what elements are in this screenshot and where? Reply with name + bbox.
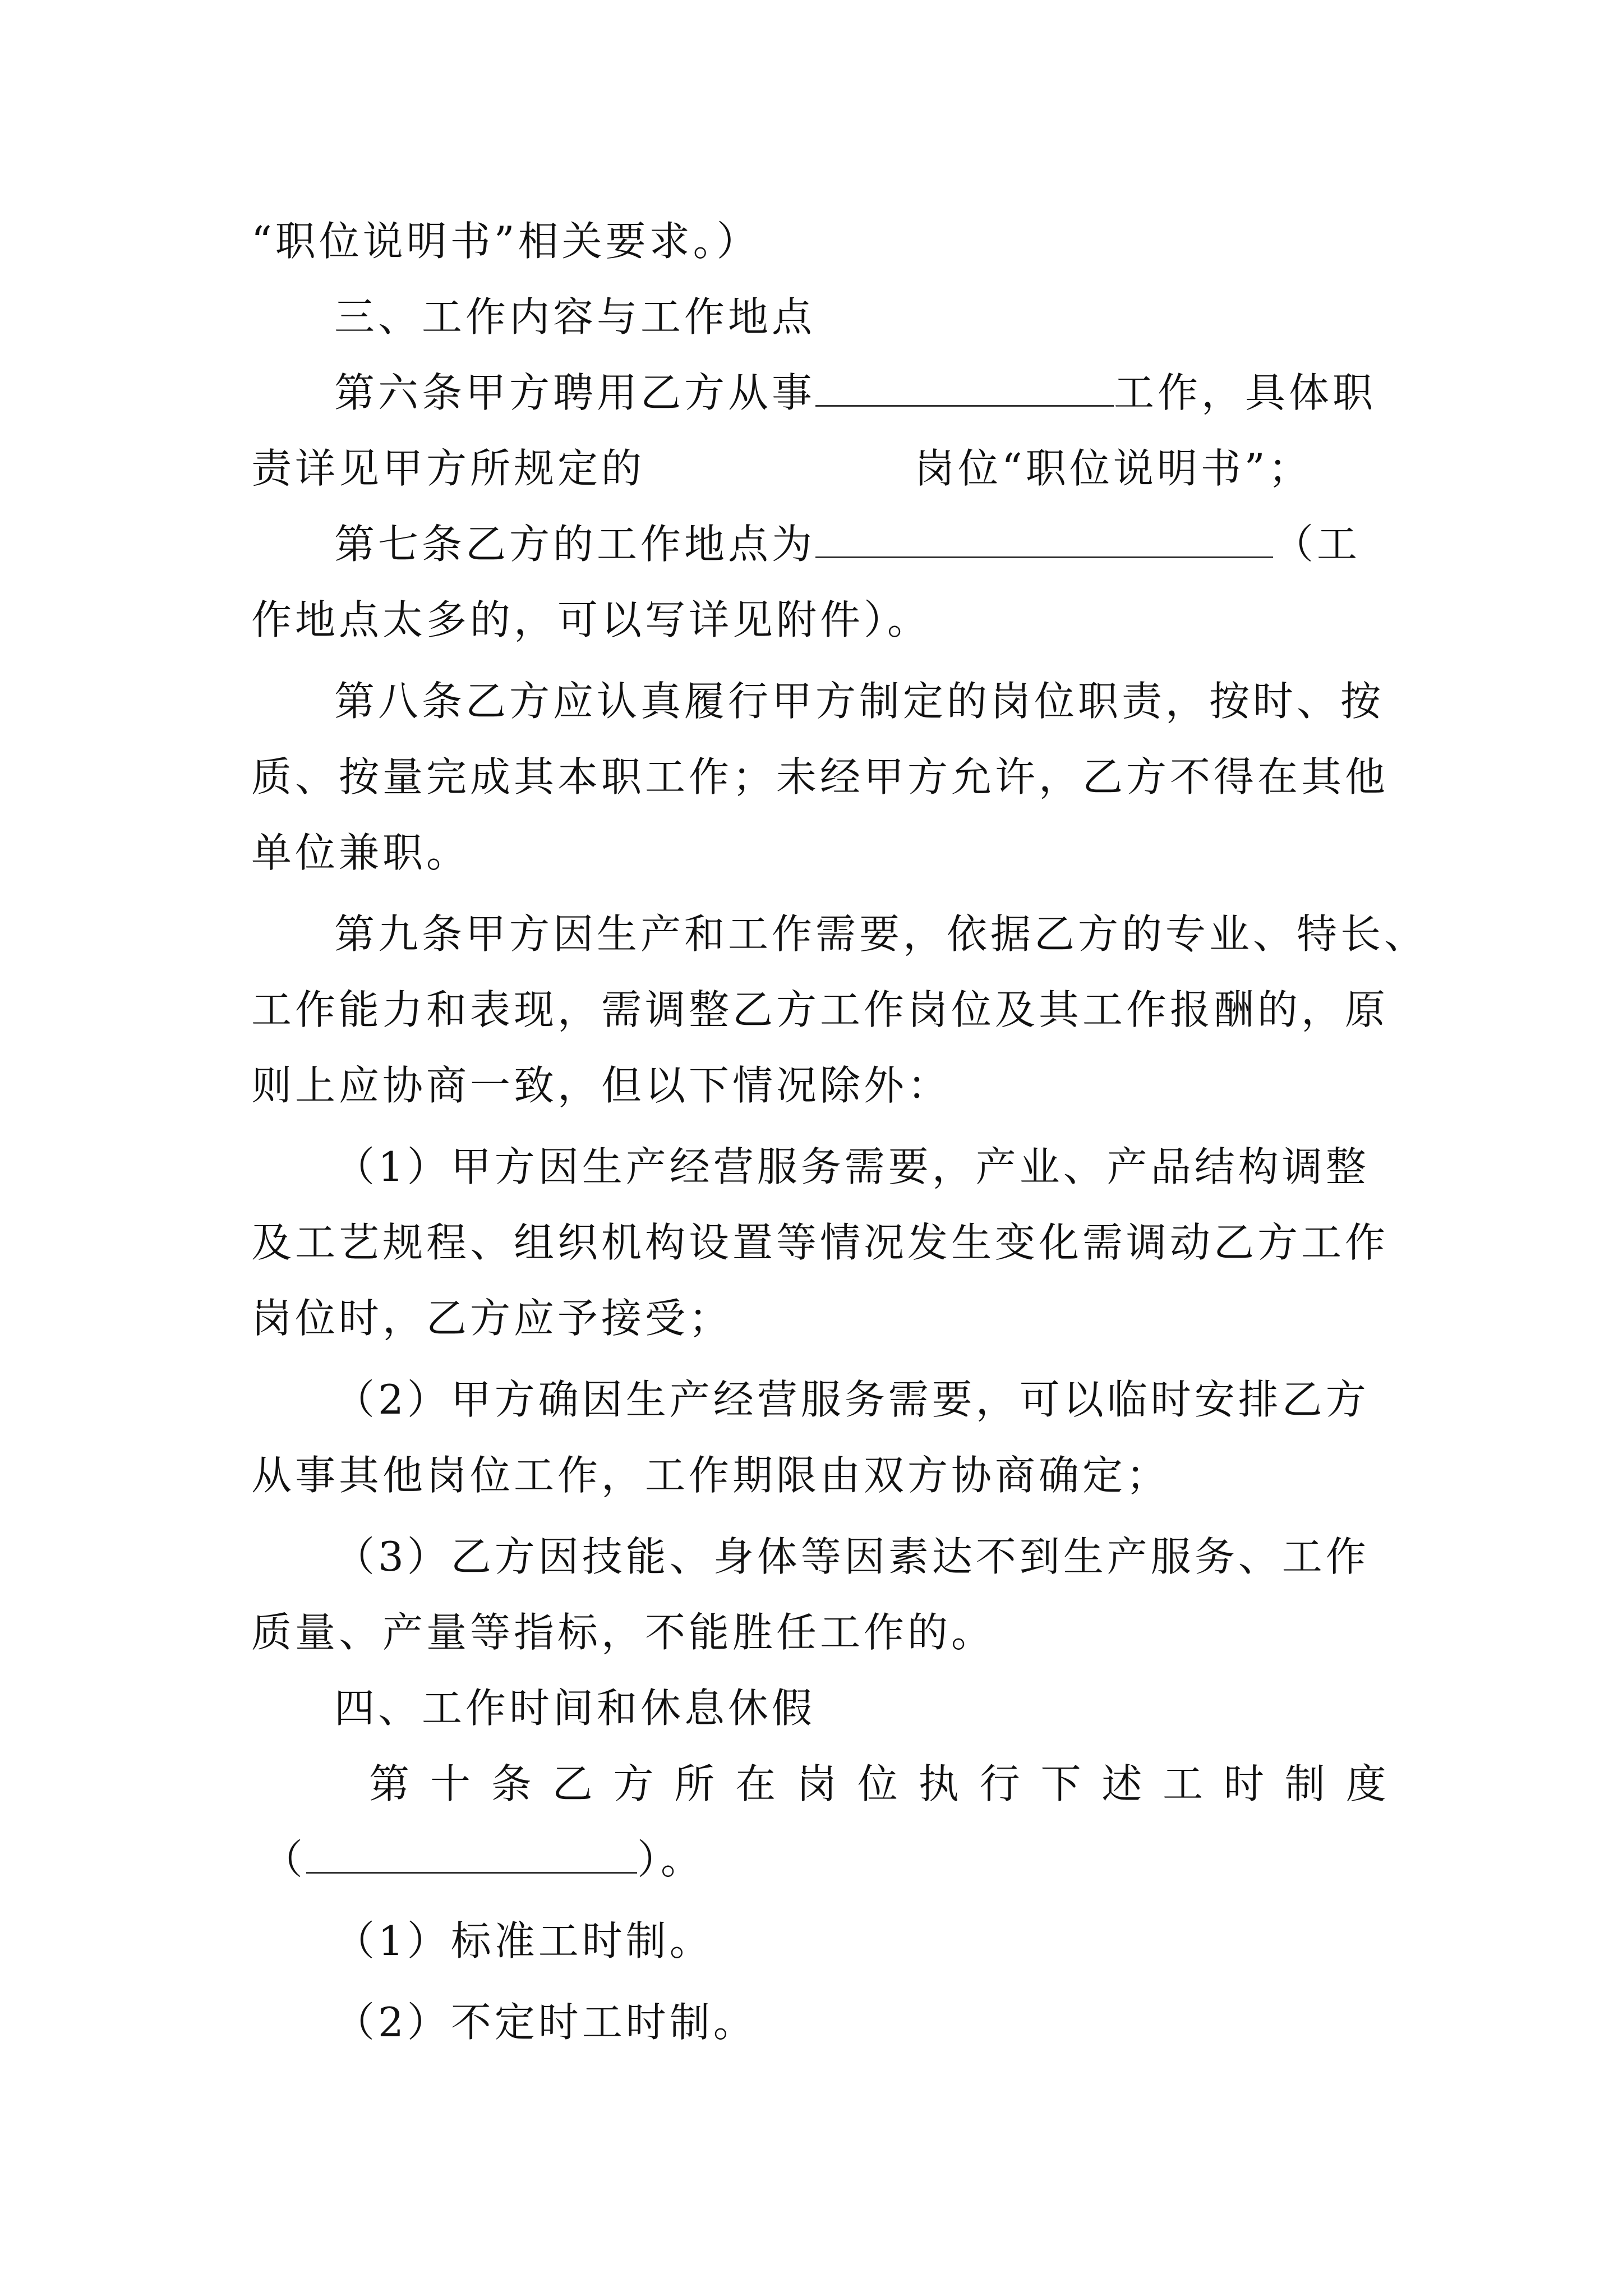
line-text: 质量、产量等指标，不能胜任工作的。	[251, 1609, 995, 1656]
line-text: 工作能力和表现，需调整乙方工作岗位及其工作报酬的，原	[251, 986, 1389, 1033]
article-10-char: 工	[1163, 1760, 1204, 1807]
article-10-char: 下	[1040, 1760, 1081, 1807]
line-text: 岗位时，乙方应予接受；	[251, 1295, 733, 1342]
article-10-char: 方	[613, 1760, 654, 1807]
article-10-char: 制	[1284, 1760, 1325, 1807]
section-heading-4	[251, 1677, 1386, 1739]
line-text: （2）不定时工时制。	[334, 1999, 757, 2046]
article-10-char: 所	[674, 1760, 715, 1807]
article-10-char: 位	[857, 1760, 898, 1807]
heading-text: 三、工作内容与工作地点	[334, 293, 816, 341]
item-2-line-2	[251, 1444, 1386, 1506]
item-3-line-2	[251, 1602, 1386, 1663]
article-10-char: 行	[979, 1760, 1020, 1807]
line-text: （1）甲方因生产经营服务需要，产业、产品结构调整	[334, 1143, 1370, 1190]
line-text: 作地点太多的，可以写详见附件）。	[251, 596, 932, 643]
item-1-line-1	[251, 1136, 1386, 1198]
line-text: （	[262, 1836, 307, 1883]
article-10-char: 时	[1224, 1760, 1265, 1807]
line-text: 及工艺规程、组织机构设置等情况发生变化需调动乙方工作	[251, 1219, 1389, 1266]
line-text: 质、按量完成其本职工作；未经甲方允许，乙方不得在其他	[251, 753, 1389, 800]
line-text: （工	[1273, 521, 1361, 568]
article-10-char: 在	[735, 1760, 776, 1807]
article-10-char: 十	[430, 1760, 471, 1807]
article-10-char: 岗	[796, 1760, 837, 1807]
article-9-line-1	[251, 903, 1428, 965]
fill-in-blank-job[interactable]	[815, 366, 1114, 407]
fill-in-blank-location[interactable]	[815, 517, 1273, 558]
line-text: 第六条甲方聘用乙方从事	[334, 369, 816, 416]
line-text: 第八条乙方应认真履行甲方制定的岗位职责，按时、按	[334, 678, 1385, 725]
line-text: 从事其他岗位工作，工作期限由双方协商确定；	[251, 1452, 1170, 1499]
line-text: 单位兼职。	[251, 829, 471, 876]
article-9-line-3	[251, 1055, 1386, 1116]
line-text: 岗位“职位说明书”；	[914, 445, 1312, 492]
line-text: ）。	[637, 1836, 705, 1883]
article-10-line-2	[251, 1829, 1386, 1890]
item-2-line-1	[251, 1369, 1386, 1430]
article-10-char: 述	[1101, 1760, 1142, 1807]
article-8-line-3	[251, 822, 1386, 884]
item-1-line-3	[251, 1287, 1386, 1349]
article-10-char: 执	[918, 1760, 959, 1807]
article-10-char: 第	[369, 1760, 410, 1807]
article-10-line-1	[251, 1753, 1386, 1815]
line-text: （2）甲方确因生产经营服务需要，可以临时安排乙方	[334, 1376, 1370, 1423]
line-text: （3）乙方因技能、身体等因素达不到生产服务、工作	[334, 1533, 1370, 1580]
option-2-line	[251, 1991, 1386, 2053]
line-text: “职位说明书”相关要求。）	[251, 218, 760, 265]
line-text: 则上应协商一致，但以下情况除外：	[251, 1062, 952, 1109]
line-text: 第七条乙方的工作地点为	[334, 521, 816, 568]
article-10-char: 度	[1345, 1760, 1386, 1807]
article-6-line-2	[251, 438, 1386, 499]
line-text: 责详见甲方所规定的	[251, 445, 645, 492]
article-10-char: 乙	[552, 1760, 593, 1807]
article-8-line-2	[251, 746, 1389, 808]
article-7-line-2	[251, 589, 1386, 651]
item-1-line-2	[251, 1212, 1389, 1273]
option-1-line	[251, 1910, 1386, 1972]
article-8-line-1	[251, 670, 1386, 732]
item-3-line-1	[251, 1526, 1386, 1588]
line-text: （1）标准工时制。	[334, 1917, 713, 1964]
line-text: 工作，具体职	[1114, 369, 1377, 416]
article-10-char: 条	[491, 1760, 532, 1807]
line-text: 第九条甲方因生产和工作需要，依据乙方的专业、特长、	[334, 910, 1428, 958]
section-heading-3	[251, 286, 1386, 348]
paragraph-line	[251, 210, 1386, 272]
fill-in-blank-working-hours[interactable]	[306, 1833, 637, 1874]
article-7-line-1	[251, 513, 1386, 575]
article-9-line-2	[251, 979, 1389, 1041]
heading-text: 四、工作时间和休息休假	[334, 1685, 816, 1732]
article-6-line-1	[251, 362, 1386, 424]
